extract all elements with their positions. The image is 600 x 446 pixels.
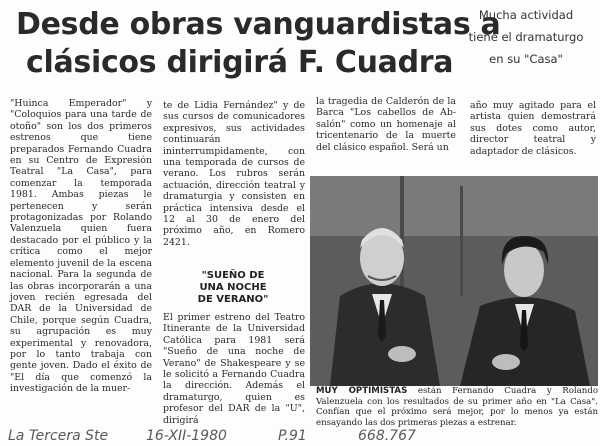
column-2-text: te de Lidia Fernández" y de sus cursos de comunicadores expresivos, sus actividades continuarán ininterrumpidamente, con una temporada de cursos de verano. Los rubros serán actuación, dirección teatral y dramaturgia y consisten en práctica intensiva desde el 12 al 30 de enero del próximo año, en Romero 2421. — [163, 100, 305, 248]
article-column-4 — [470, 100, 596, 157]
column-4-text: año muy agitado para el artista quien demostrará sus dotes como autor, director teatral y adaptador de clásicos. — [470, 100, 596, 157]
subhead-line-2: UNA NOCHE — [199, 282, 267, 293]
note-page: P.91 — [278, 428, 307, 444]
caption-lead: MUY OPTIMISTAS — [316, 386, 408, 396]
deck-subtitle — [456, 4, 596, 70]
column-3-text: la tragedia de Calderón de la Barca "Los cabellos de Ab-salón" como un homenaje al tricentenario de la muerte del clásico español. Será un — [316, 96, 456, 153]
column-2b-text: El primer estreno del Teatro Itinerante de la Universidad Católica para 1981 será "Sueño de una noche de Verano" de Shakespeare y se le solicitó a Fernando Cuadra la dirección. Además el dramaturgo, quien es profesor del DAR de la "U", dirigirá — [163, 312, 305, 426]
deck-line-2: tiene el dramaturgo — [468, 30, 584, 44]
caption-text: están Fernando Cuadra y Rolando Valenzuela con los resultados de su primer año en "La Casa". Confían que el próximo será mejor, por lo menos ya están ensayando las dos primeras piezas a estrenar. — [316, 386, 599, 428]
photo-two-men — [310, 176, 598, 386]
note-code: 668.767 — [358, 428, 416, 444]
photo-caption — [316, 386, 598, 428]
column-1-text: "Huinca Emperador" y "Coloquios para una tarde de otoño" son los dos primeros estrenos que tiene preparados Fernando Cuadra en su Centro de Expresión Teatral "La Casa", para comenzar la temporada 1981. Ambas piezas le pertenecen y serán protagonizadas por Rolando Valenzuela quien fuera destacado por el público y la crítica como el mejor elemento juvenil de la escena nacional. Para la segunda de las obras incorporarán a una joven recién egresada del DAR de la Universidad de Chile, porque según Cuadra, su agrupación es muy experimental y renovadora, por lo tanto trabaja con gente joven. Dado el éxito de "El día que comenzó la investigación de la muer- — [10, 98, 152, 395]
headline-line-2: clásicos dirigirá F. Cuadra — [26, 45, 454, 80]
deck-line-1: Mucha actividad — [478, 8, 574, 22]
section-subhead — [168, 270, 298, 306]
headline — [16, 6, 501, 82]
article-column-2-continued — [163, 312, 305, 426]
note-date: 16-XII-1980 — [146, 428, 227, 444]
subhead-line-1: "SUEÑO DE — [201, 270, 265, 281]
article-column-2 — [163, 100, 305, 248]
deck-line-3: en su "Casa" — [489, 52, 563, 66]
subhead-line-3: DE VERANO" — [197, 294, 269, 305]
headline-line-1: Desde obras vanguardistas a — [16, 7, 501, 42]
photo-illustration — [310, 176, 598, 386]
article-column-3 — [316, 96, 456, 153]
note-source: La Tercera Ste — [8, 428, 109, 444]
handwritten-archive-note — [8, 428, 448, 446]
article-column-1 — [10, 98, 152, 395]
